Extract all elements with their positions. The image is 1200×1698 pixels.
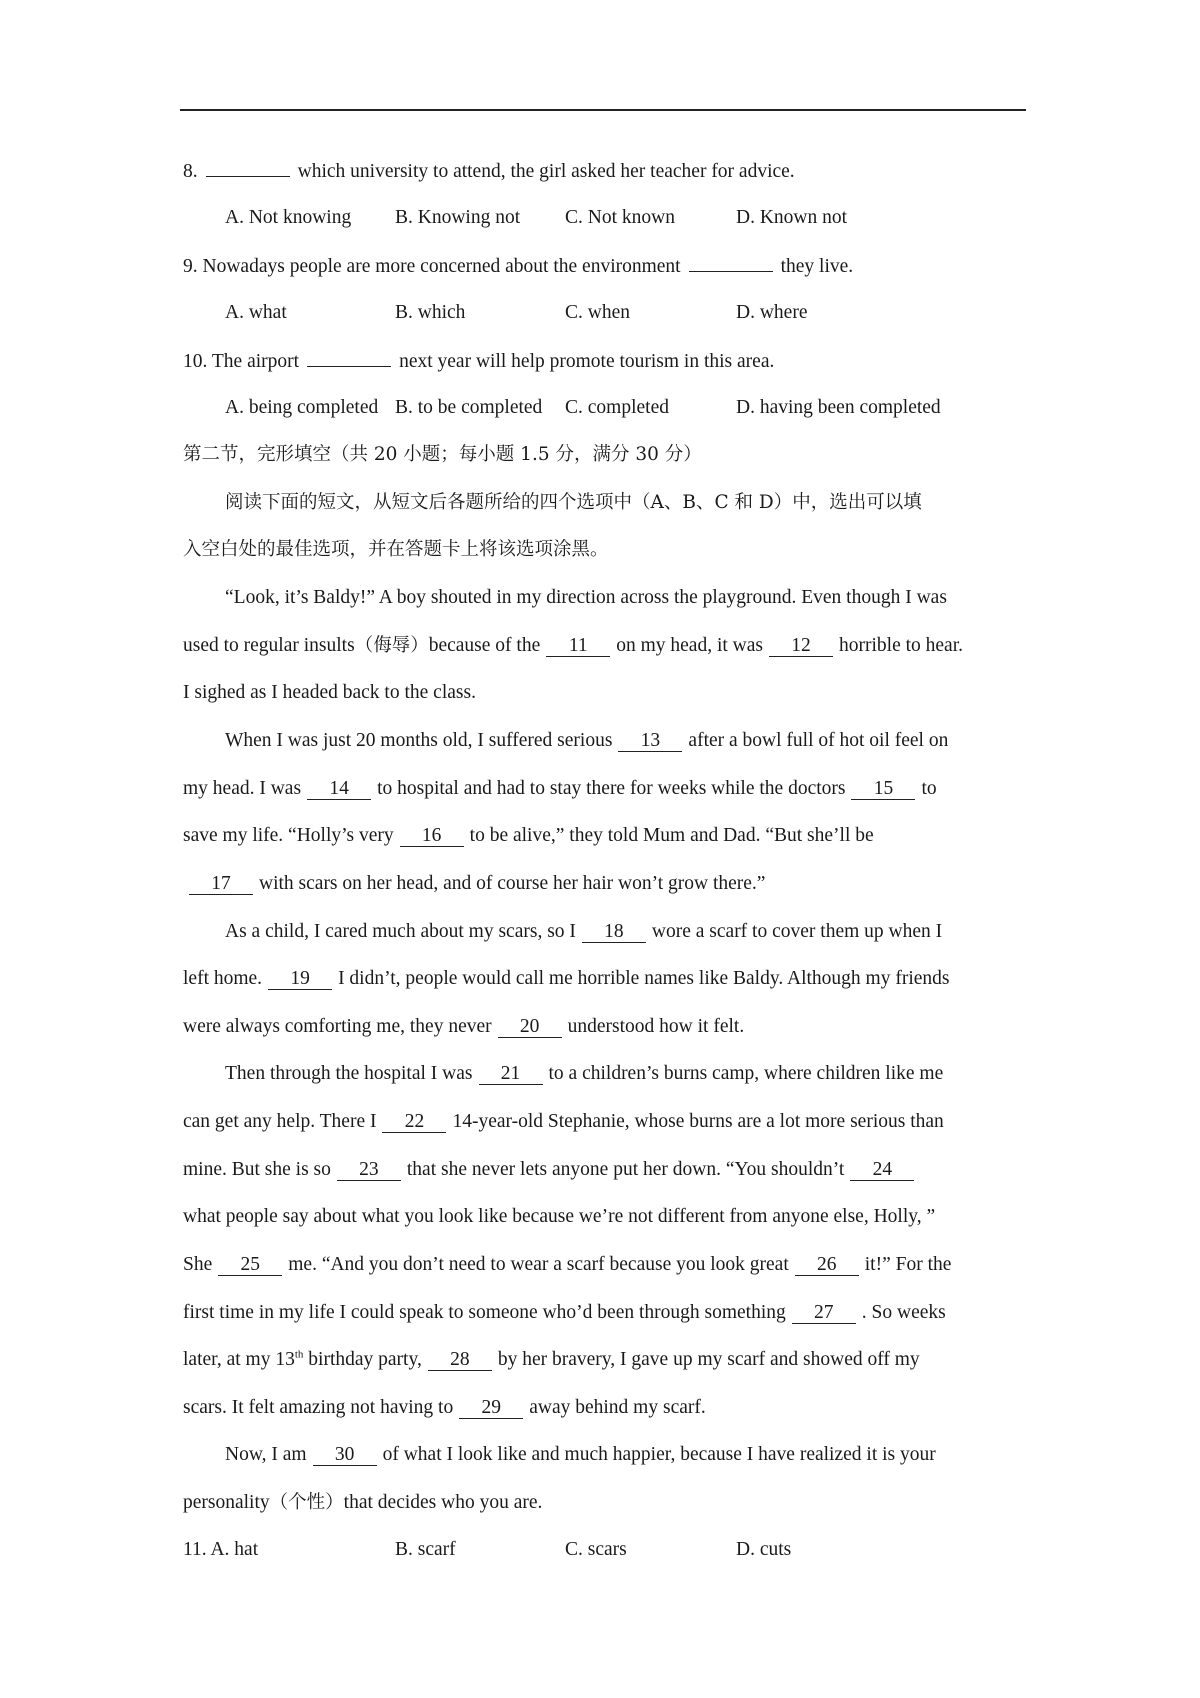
passage-p5-line-2	[183, 1491, 542, 1515]
passage-text: wore a scarf to cover them up when I	[651, 921, 943, 942]
passage-text: that decides who you are.	[343, 1492, 543, 1513]
passage-p2-line-2	[183, 777, 937, 801]
passage-p2-line-3	[183, 824, 874, 848]
passage-text: left home.	[183, 968, 263, 989]
passage-text: mine. But she is so	[183, 1159, 331, 1180]
passage-p1-line-3: I sighed as I headed back to the class.	[183, 682, 476, 703]
q8-option-d: D. Known not	[736, 207, 848, 228]
passage-text: me. “And you don’t need to wear a scarf because you look great	[288, 1254, 789, 1275]
passage-p3-line-1	[183, 920, 942, 944]
q9-option-c: C. when	[565, 302, 630, 323]
passage-text: save my life. “Holly’s very	[183, 825, 394, 846]
passage-p4-line-3	[183, 1158, 920, 1182]
passage-text: can get any help. There I	[183, 1111, 377, 1132]
passage-p1-line-1: “Look, it’s Baldy!” A boy shouted in my direction across the playground. Even though I was	[225, 587, 947, 608]
blank-26: 26	[795, 1255, 859, 1276]
section-2-instruction-line-1: 阅读下面的短文，从短文后各题所给的四个选项中（A、B、C 和 D）中，选出可以填	[225, 492, 922, 513]
blank-23: 23	[337, 1160, 401, 1181]
passage-text: used to regular insults	[183, 635, 355, 656]
passage-p4-line-6	[183, 1301, 946, 1325]
blank-q10	[307, 348, 391, 367]
passage-text: I didn’t, people would call me horrible names like Baldy. Although my friends	[338, 968, 950, 989]
question-9-options	[225, 301, 1025, 325]
header-rule	[180, 109, 1026, 111]
blank-29: 29	[459, 1398, 523, 1419]
blank-14: 14	[307, 779, 371, 800]
blank-28: 28	[428, 1350, 492, 1371]
q11-option-a: 11. A. hat	[183, 1539, 259, 1560]
q10-option-b: B. to be completed	[395, 397, 543, 418]
passage-text: 14-year-old Stephanie, whose burns are a lot more serious than	[452, 1111, 944, 1132]
passage-text: first time in my life I could speak to someone who’d been through something	[183, 1302, 786, 1323]
passage-text: my head. I was	[183, 778, 302, 799]
passage-p4-line-5	[183, 1253, 951, 1277]
blank-13: 13	[618, 731, 682, 752]
question-8-text: which university to attend, the girl asked her teacher for advice.	[297, 161, 795, 182]
section-2-instruction-line-2: 入空白处的最佳选项，并在答题卡上将该选项涂黑。	[183, 539, 609, 560]
passage-p2-line-4	[183, 872, 765, 896]
blank-27: 27	[792, 1303, 856, 1324]
passage-text: by her bravery, I gave up my scarf and showed off my	[497, 1349, 920, 1370]
passage-text: that she never lets anyone put her down. “You shouldn’t	[406, 1159, 845, 1180]
q8-option-c: C. Not known	[565, 207, 675, 228]
question-8	[183, 158, 795, 184]
q9-option-a: A. what	[225, 302, 287, 323]
blank-11: 11	[546, 636, 610, 657]
passage-p4-line-4: what people say about what you look like because we’re not different from anyone else, Holly, ”	[183, 1206, 936, 1227]
passage-p3-line-3	[183, 1015, 744, 1039]
question-10-text: 10. The airport	[183, 351, 300, 372]
blank-16: 16	[400, 826, 464, 847]
q8-option-a: A. Not knowing	[225, 207, 352, 228]
question-9-text-after: they live.	[780, 256, 854, 277]
passage-text: on my head, it was	[616, 635, 763, 656]
question-9-text: 9. Nowadays people are more concerned about the environment	[183, 256, 681, 277]
passage-p4-line-8	[183, 1396, 706, 1420]
passage-text: personality	[183, 1492, 270, 1513]
blank-18: 18	[582, 922, 646, 943]
question-11-options	[183, 1538, 983, 1562]
passage-text: She	[183, 1254, 213, 1275]
blank-25: 25	[218, 1255, 282, 1276]
passage-p4-line-7	[183, 1348, 920, 1372]
gloss-personality: （个性）	[269, 1492, 344, 1513]
blank-15: 15	[851, 779, 915, 800]
q11-option-c: C. scars	[565, 1539, 627, 1560]
passage-text: of what I look like and much happier, because I have realized it is your	[382, 1444, 936, 1465]
blank-q8	[206, 158, 290, 177]
blank-12: 12	[769, 636, 833, 657]
section-2-heading: 第二节，完形填空（共 20 小题；每小题 1.5 分，满分 30 分）	[183, 444, 702, 465]
blank-21: 21	[479, 1064, 543, 1085]
q9-option-b: B. which	[395, 302, 466, 323]
question-10-options	[225, 396, 1025, 420]
q10-option-c: C. completed	[565, 397, 669, 418]
blank-30: 30	[313, 1445, 377, 1466]
question-10-text-after: next year will help promote tourism in this area.	[399, 351, 775, 372]
passage-text: to a children’s burns camp, where children like me	[548, 1063, 944, 1084]
passage-text: horrible to hear.	[839, 635, 963, 656]
passage-p5-line-1	[183, 1443, 936, 1467]
passage-text: after a bowl full of hot oil feel on	[688, 730, 949, 751]
passage-text: away behind my scarf.	[529, 1397, 706, 1418]
question-8-options	[225, 206, 1025, 230]
passage-text: were always comforting me, they never	[183, 1016, 492, 1037]
q9-option-d: D. where	[736, 302, 808, 323]
q11-option-d: D. cuts	[736, 1539, 792, 1560]
blank-19: 19	[268, 969, 332, 990]
q10-option-d: D. having been completed	[736, 397, 941, 418]
passage-text: understood how it felt.	[567, 1016, 745, 1037]
passage-text: to be alive,” they told Mum and Dad. “But she’ll be	[469, 825, 874, 846]
passage-text: to hospital and had to stay there for weeks while the doctors	[377, 778, 846, 799]
passage-text: because of the	[428, 635, 541, 656]
q11-option-b: B. scarf	[395, 1539, 456, 1560]
ordinal-suffix: th	[294, 1348, 304, 1361]
passage-text: to	[921, 778, 937, 799]
passage-text: with scars on her head, and of course her hair won’t grow there.”	[259, 873, 766, 894]
blank-22: 22	[382, 1112, 446, 1133]
gloss-insults: （侮辱）	[354, 635, 429, 656]
passage-p4-line-2	[183, 1110, 944, 1134]
question-8-number: 8.	[183, 161, 198, 182]
blank-q9	[689, 253, 773, 272]
passage-p4-line-1	[183, 1062, 943, 1086]
passage-p1-line-2	[183, 634, 963, 658]
passage-text: Now, I am	[225, 1444, 307, 1465]
blank-20: 20	[498, 1017, 562, 1038]
q10-option-a: A. being completed	[225, 397, 379, 418]
passage-text: birthday party,	[308, 1349, 422, 1370]
passage-text: As a child, I cared much about my scars, so I	[225, 921, 576, 942]
passage-text: scars. It felt amazing not having to	[183, 1397, 454, 1418]
blank-24: 24	[850, 1160, 914, 1181]
passage-text: later, at my 13	[183, 1349, 295, 1370]
passage-p2-line-1	[183, 729, 948, 753]
blank-17: 17	[189, 874, 253, 895]
question-9	[183, 253, 853, 279]
passage-text: . So weeks	[861, 1302, 946, 1323]
passage-text: When I was just 20 months old, I suffered serious	[225, 730, 613, 751]
passage-text: it!” For the	[864, 1254, 952, 1275]
passage-p3-line-2	[183, 967, 950, 991]
passage-text: Then through the hospital I was	[225, 1063, 473, 1084]
q8-option-b: B. Knowing not	[395, 207, 521, 228]
question-10	[183, 348, 774, 374]
